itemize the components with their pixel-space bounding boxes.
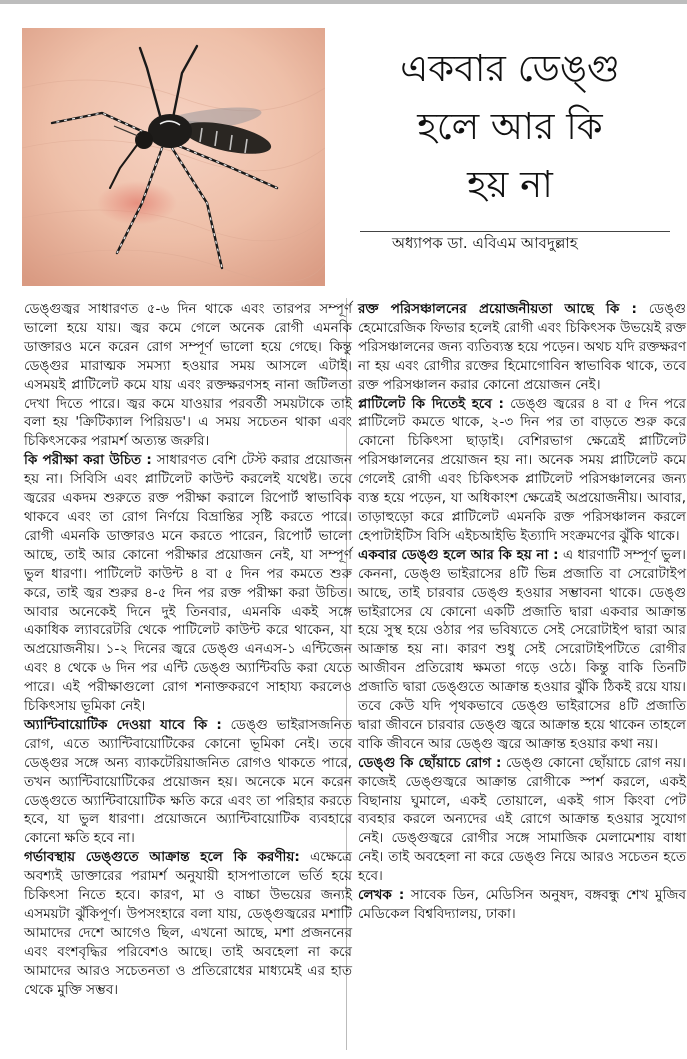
heading-contagious: ডেঙ্গু কি ছোঁয়াচে রোগ : (358, 754, 502, 771)
title-line-1: একবার ডেঙ্গু (400, 47, 620, 90)
paragraph-tests (24, 451, 352, 716)
author-byline: অধ্যাপক ডা. এবিএম আবদুল্লাহ (392, 234, 578, 252)
heading-platelet: প্লাটিলেট কি দিতেই হবে : (358, 395, 504, 412)
heading-pregnancy: গর্ভাবস্থায় ডেঙ্গুতে আক্রান্ত হলে কি করণীয়: (24, 849, 300, 866)
paragraph-author-note (358, 886, 686, 924)
mosquito-photo (22, 28, 325, 286)
paragraph-reinfection (358, 546, 686, 754)
heading-tests: কি পরীক্ষা করা উচিত : (24, 452, 152, 469)
title-line-3: হয় না (467, 163, 553, 206)
heading-reinfection: একবার ডেঙ্গু হলে আর কি হয় না : (358, 546, 559, 563)
article-column-left (24, 300, 352, 1000)
paragraph-transfusion (358, 300, 686, 395)
article-title (345, 40, 675, 214)
paragraph-platelet (358, 395, 686, 546)
paragraph-pregnancy (24, 848, 352, 999)
paragraph-reinfection-text: এ ধারণাটি সম্পূর্ণ ভুল। কেননা, ডেঙ্গু ভাইরাসের ৪টি ভিন্ন প্রজাতি বা সেরোটাইপ আছে, তাই চারবার ডেঙ্গু হওয়ার সম্ভাবনা থাকে। ডেঙ্গু ভাইরাসের যে কোনো একটি প্রজাতি দ্বারা একবার আক্রান্ত হয়ে সুস্থ হয়ে ওঠার পর ভবিষ্যতে সেই সেরোটাইপ দ্বারা আর আক্রান্ত হয় না। কারণ শুধু সেই সেরোটাইপটিতে রোগীর আজীবন প্রতিরোধ ক্ষমতা গড়ে ওঠে। কিন্তু বাকি তিনটি প্রজাতি দ্বারা ডেঙ্গুতে আক্রান্ত হওয়ার ঝুঁকি ঠিকই রয়ে যায়। তবে কেউ যদি পৃথকভাবে ডেঙ্গু ভাইরাসের ৪টি প্রজাতি দ্বারা জীবনে চারবার ডেঙ্গু জ্বরে আক্রান্ত হয়ে থাকেন তাহলে বাকি জীবনে আর ডেঙ্গু জ্বরে আক্রান্ত হওয়ার কথা নয়। (358, 546, 687, 752)
paragraph-platelet-text: ডেঙ্গু জ্বরের ৪ বা ৫ দিন পরে প্লাটিলেট কমতে থাকে, ২-৩ দিন পর তা বাড়তে শুরু করে কোনো চিকিৎসা ছাড়াই। বেশিরভাগ ক্ষেত্রেই প্লাটিলেট পরিসঞ্চালনের প্রয়োজন হয় না। অনেক সময় প্লাটিলেট কমে গেলেই রোগী এবং চিকিৎসক প্লাটিলেট পরিসঞ্চালনের জন্য ব্যস্ত হয়ে পড়েন, যা অধিকাংশ ক্ষেত্রেই অপ্রয়োজনীয়। আবার, তাড়াহুড়ো করে প্লাটিলেট এমনকি রক্ত পরিসঞ্চালন করলে হেপাটাইটিস বিসি এইচআইভি ইত্যাদি সংক্রমণের ঝুঁকি থাকে। (358, 395, 686, 544)
paragraph-tests-text: সাধারণত বেশি টেস্ট করার প্রয়োজন হয় না। সিবিসি এবং প্লাটিলেট কাউন্ট করলেই যথেষ্ট। তবে জ্বরের একদম শুরুতে রক্ত পরীক্ষা করালে রিপোর্ট স্বাভাবিক থাকবে এবং তা রোগ নির্ণয়ে বিভ্রান্তির সৃষ্টি করতে পারে। রোগী এমনকি ডাক্তারও মনে করতে পারেন, রিপোর্ট ভালো আছে, তাই আর কোনো পরীক্ষার প্রয়োজন নেই, যা সম্পূর্ণ ভুল ধারণা। পাটিলেট কাউন্ট ৪ বা ৫ দিন পর কমতে শুরু করে, তাই জ্বর শুরুর ৪-৫ দিন পর রক্ত পরীক্ষা করা উচিত। আবার অনেকেই দিনে দুই তিনবার, এমনকি একই সঙ্গে একাধিক ল্যাবরেটরি থেকে পাটিলেট কাউন্ট করে থাকেন, যা অপ্রয়োজনীয়। ১-২ দিনের জ্বরে ডেঙ্গু এনএস-১ এন্টিজেন এবং ৪ থেকে ৬ দিন পর এন্টি ডেঙ্গু অ্যান্টিবডি করা যেতে পারে। এই পরীক্ষাগুলো রোগ শনাক্তকরণে সাহায্য করলেও চিকিৎসায় ভূমিকা নেই। (24, 452, 352, 715)
paragraph-contagious (358, 754, 686, 886)
heading-transfusion: রক্ত পরিসঞ্চালনের প্রয়োজনীয়তা আছে কি : (358, 301, 637, 317)
mosquito-illustration (22, 28, 325, 286)
paragraph-antibiotic-text: ডেঙ্গু ভাইরাসজনিত রোগ, এতে অ্যান্টিবায়োটিকের কোনো ভূমিকা নেই। তবে ডেঙ্গুর সঙ্গে অন্য ব্যাকটেরিয়াজনিত রোগও থাকতে পারে, তখন অ্যান্টিবায়োটিকের প্রয়োজন হয়। অনেকে মনে করেন ডেঙ্গুতে অ্যান্টিবায়োটিক ক্ষতি করে এবং তা পরিহার করতে হবে, যা ভুল ধারণা। প্রয়োজনে অ্যান্টিবায়োটিক ব্যবহারে কোনো ক্ষতি হবে না। (24, 716, 352, 847)
paragraph-intro-text: ডেঙ্গুজ্বর সাধারণত ৫-৬ দিন থাকে এবং তারপর সম্পূর্ণ ভালো হয়ে যায়। জ্বর কমে গেলে অনেক রোগী এমনকি ডাক্তারও মনে করেন রোগ সম্পূর্ণ ভালো হয়ে গেছে। কিন্তু ডেঙ্গুর মারাত্মক সমস্যা হওয়ার সময় আসলে এটাই। এসময়ই প্লাটিলেট কমে যায় এবং রক্তক্ষরণসহ নানা জটিলতা দেখা দিতে পারে। জ্বর কমে যাওয়ার পরবর্তী সময়টাকে তাই বলা হয় 'ক্রিটিক্যাল পিরিয়ড'। এ সময় সচেতন থাকা এবং চিকিৎসকের পরামর্শ অত্যন্ত জরুরি। (24, 301, 352, 450)
paragraph-contagious-text: ডেঙ্গু কোনো ছোঁয়াচে রোগ নয়। কাজেই ডেঙ্গুজ্বরে আক্রান্ত রোগীকে স্পর্শ করলে, একই বিছানায় ঘুমালে, একই তোয়ালে, একই গাস কিংবা পেট ব্যবহার করলে অন্যদের এই রোগে আক্রান্ত হওয়ার সুযোগ নেই। ডেঙ্গুজ্বরে রোগীর সঙ্গে সামাজিক মেলামেশায় বাধা নেই। তাই অবহেলা না করে ডেঙ্গু নিয়ে আরও সচেতন হতে হবে। (358, 754, 686, 885)
paragraph-pregnancy-text: এক্ষেত্রে অবশ্যই ডাক্তারের পরামর্শ অনুযায়ী হাসপাতালে ভর্তি হয়ে চিকিৎসা নিতে হবে। কারণ, মা ও বাচ্চা উভয়ের জন্যই এসময়টা ঝুঁকিপূর্ণ। উপসংহারে বলা যায়, ডেঙ্গুজ্বরের মশাটি আমাদের দেশে আগেও ছিল, এখনো আছে, মশা প্রজননের এবং বংশবৃদ্ধির পরিবেশও আছে। তাই অবহেলা না করে আমাদের আরও সচেতনতা ও প্রতিরোধের মাধ্যমেই এর হাত থেকে মুক্তি সম্ভব। (24, 849, 352, 998)
author-note-text: সাবেক ডিন, মেডিসিন অনুষদ, বঙ্গবন্ধু শেখ মুজিব মেডিকেল বিশ্ববিদ্যালয়, ঢাকা। (358, 887, 686, 922)
heading-antibiotic: অ্যান্টিবায়োটিক দেওয়া যাবে কি : (24, 716, 222, 733)
paragraph-intro (24, 300, 352, 451)
article-column-right (358, 300, 686, 924)
paragraph-transfusion-text: ডেঙ্গু হেমোরেজিক ফিভার হলেই রোগী এবং চিকিৎসক উভয়েই রক্ত পরিসঞ্চালনের জন্য ব্যতিব্যস্ত হয়ে পড়েন। অথচ যদি রক্তক্ষরণ না হয় এবং রোগীর রক্তের হিমোগোবিন স্বাভাবিক থাকে, তবে রক্ত পরিসঞ্চালন করার কোনো প্রয়োজন নেই। (358, 301, 686, 393)
paragraph-antibiotic (24, 716, 352, 848)
title-line-2: হলে আর কি (417, 105, 603, 148)
top-rule (0, 0, 687, 4)
heading-author: লেখক : (358, 887, 405, 904)
